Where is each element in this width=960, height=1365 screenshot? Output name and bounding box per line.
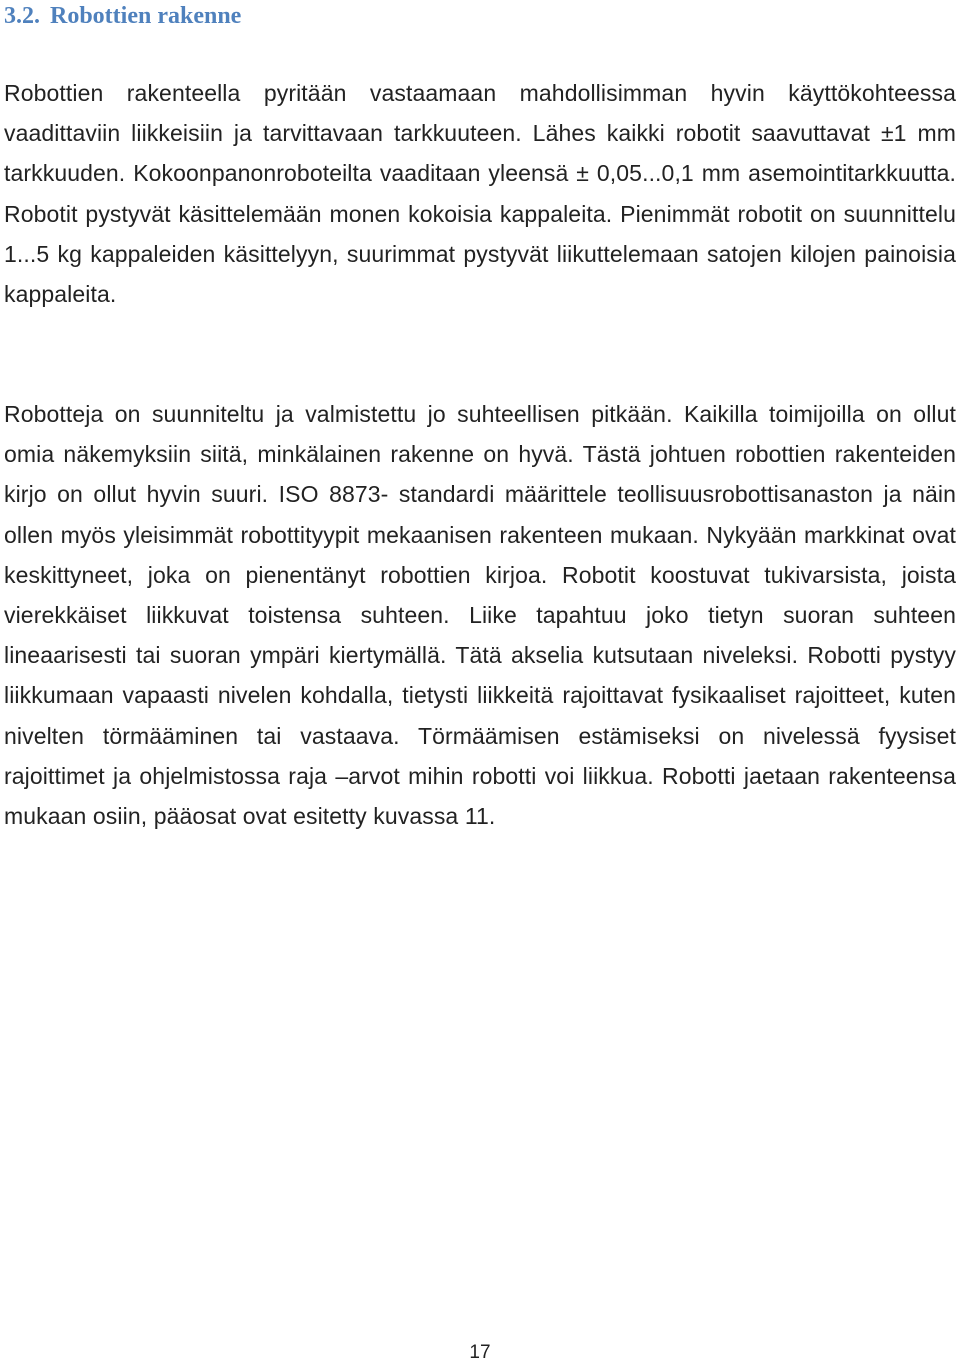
sentence: Robotit pystyvät käsittelemään monen kokoisia kappaleita.	[4, 200, 613, 227]
sentence: Pienimmät robotit on suunnittelu 1...5 kg kappaleiden käsittelyyn, suurimmat pystyvät liikuttelemaan satojen kilojen painoisia kappaleita.	[4, 200, 956, 308]
sentence: Kokoonpanonroboteilta vaaditaan yleensä ± 0,05...0,1 mm asemointitarkkuutta.	[133, 160, 956, 187]
sentence: Tätä akselia kutsutaan niveleksi.	[455, 642, 799, 669]
sentence: Robottien rakenteella pyritään vastaamaan mahdollisimman hyvin käyttökohteessa vaadittaviin liikkeisiin ja tarvittavaan tarkkuuteen.	[4, 80, 956, 147]
paragraph-2	[4, 394, 956, 836]
sentence: Liike tapahtuu joko tietyn suoran suhteen lineaarisesti tai suoran ympäri kiertymällä.	[4, 602, 956, 669]
sentence: Lähes kaikki robotit saavuttavat ±1 mm tarkkuuden.	[4, 120, 957, 187]
section-number: 3.2.	[4, 3, 40, 29]
sentence: Tästä johtuen robottien rakenteiden kirjo on ollut hyvin suuri.	[4, 441, 957, 508]
sentence: Nykyään markkinat ovat keskittyneet, joka on pienentänyt robottien kirjoa.	[4, 521, 956, 588]
sentence: Robotteja on suunniteltu ja valmistettu jo suhteellisen pitkään.	[4, 401, 673, 427]
sentence: ISO 8873- standardi määrittele teollisuusrobottisanaston ja näin ollen myös yleisimmät robottityypit mekaanisen rakenteen mukaan.	[4, 481, 956, 548]
sentence: Robotit koostuvat tukivarsista, joista vierekkäiset liikkuvat toistensa suhteen.	[4, 561, 956, 629]
sentence: Robotti pystyy liikkumaan vapaasti nivelen kohdalla, tietysti liikkeitä rajoittavat fysikaaliset rajoitteet, kuten nivelten törmääminen tai vastaava.	[4, 642, 957, 749]
section-title: Robottien rakenne	[50, 3, 242, 29]
sentence: Törmäämisen estämiseksi on nivelessä fyysiset rajoittimet ja ohjelmistossa raja –arvot mihin robotti voi liikkua.	[4, 722, 957, 789]
paragraph-1	[4, 73, 956, 314]
page-number: 17	[469, 1342, 491, 1363]
sentence: Robotti jaetaan rakenteensa mukaan osiin, pääosat ovat esitetty kuvassa 11.	[4, 762, 956, 830]
section-heading	[4, 0, 241, 32]
sentence: Kaikilla toimijoilla on ollut omia näkemyksiin siitä, minkälainen rakenne on hyvä.	[4, 401, 956, 468]
